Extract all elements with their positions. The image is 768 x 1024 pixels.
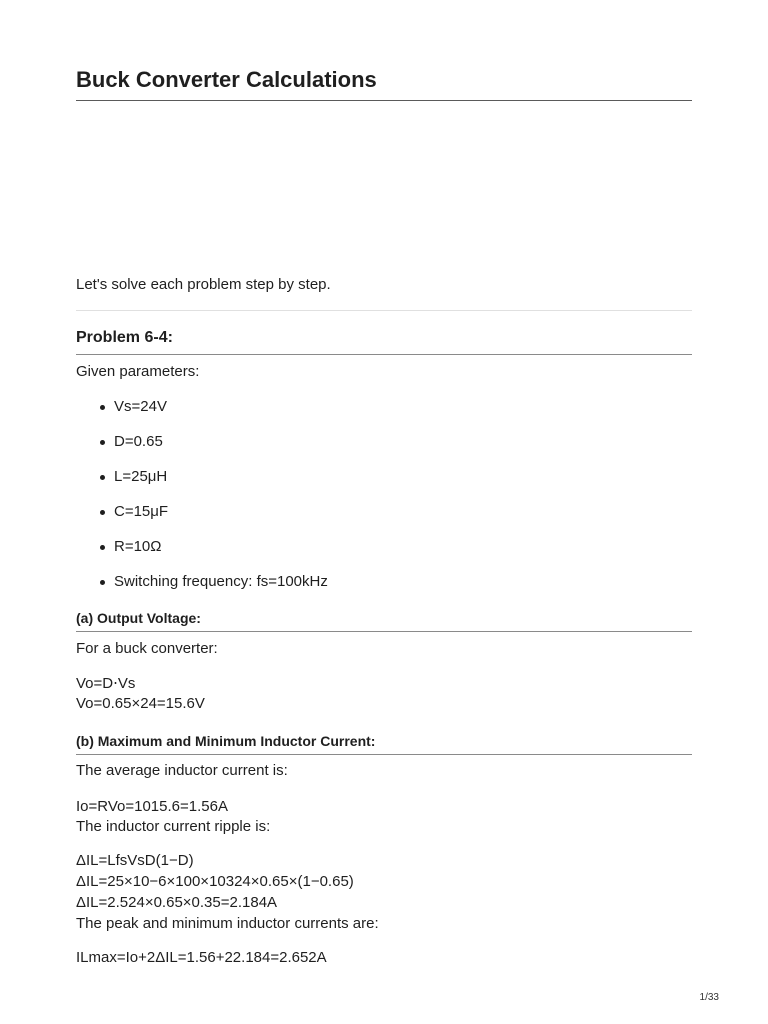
section-divider [76,310,692,311]
list-item-text: C=15μF [114,503,169,520]
equation: ΔIL=2.524×0.65×0.35=2.184A [76,894,278,911]
peak-label: The peak and minimum inductor currents are: [76,915,379,932]
list-item [76,502,328,537]
part-b-intro: The average inductor current is: [76,762,288,779]
intro-text: Let's solve each problem step by step. [76,276,331,293]
bullet-icon [100,475,105,480]
given-parameters-list [76,397,328,607]
list-item-text: Vs=24V [114,398,167,415]
list-item-text: Switching frequency: fs=100kHz [114,573,328,590]
list-item-text: D=0.65 [114,433,163,450]
list-item [76,537,328,572]
part-a-divider [76,631,692,632]
equation: Vo=D⋅Vs [76,675,136,692]
list-item [76,572,328,607]
list-item [76,467,328,502]
list-item [76,432,328,467]
problem-heading: Problem 6-4: [76,329,173,346]
part-a-intro: For a buck converter: [76,640,218,657]
title-divider [76,100,692,101]
bullet-icon [100,440,105,445]
bullet-icon [100,510,105,515]
page-number: 1/33 [699,992,719,1003]
given-label: Given parameters: [76,363,200,380]
equation: ΔIL=LfsVsD(1−D) [76,852,194,869]
part-a-heading: (a) Output Voltage: [76,610,201,626]
equation: ILmax=Io+2ΔIL=1.56+22.184=2.652A [76,949,327,966]
equation: ΔIL=25×10−6×100×10324×0.65×(1−0.65) [76,873,354,890]
ripple-label: The inductor current ripple is: [76,818,271,835]
bullet-icon [100,580,105,585]
list-item [76,397,328,432]
equation: Vo=0.65×24=15.6V [76,695,205,712]
bullet-icon [100,405,105,410]
part-b-divider [76,754,692,755]
problem-divider [76,354,692,355]
list-item-text: R=10Ω [114,538,162,555]
list-item-text: L=25μH [114,468,168,485]
part-b-heading: (b) Maximum and Minimum Inductor Current: [76,733,376,749]
page-title: Buck Converter Calculations [76,67,377,92]
equation: Io=RVo=1015.6=1.56A [76,798,228,815]
bullet-icon [100,545,105,550]
